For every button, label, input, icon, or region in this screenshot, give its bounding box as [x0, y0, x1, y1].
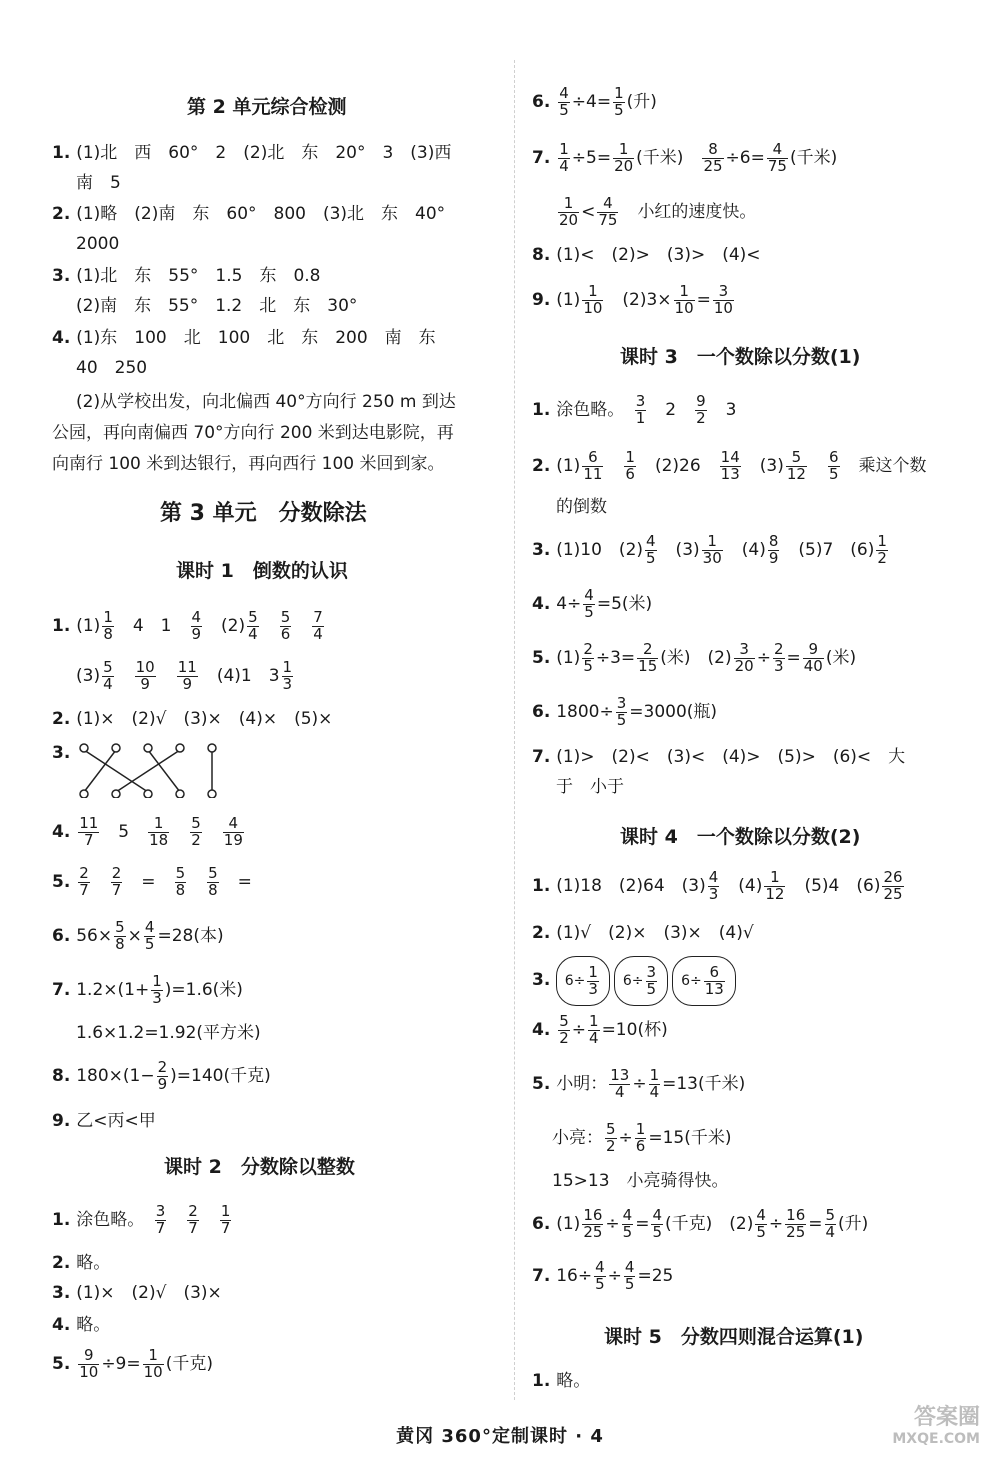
l3-q6: 6. 1800÷ $\frac{3}{5}$ =3000(瓶)	[532, 693, 718, 729]
watermark-logo: 答案圈 MXQE.COM	[892, 1405, 980, 1447]
matching-diagram	[76, 742, 226, 798]
r-q9: 9. (1) $\frac{1}{10}$ (2)3× $\frac{1}{10}$ = $\frac{3}{10}$	[532, 281, 733, 317]
l4-q2: 2. (1)√ (2)× (3)× (4)√	[532, 923, 754, 943]
oval-expr: 6÷ $\frac{3}{5}$	[614, 956, 668, 1006]
lesson2-title: 课时 2 分数除以整数	[164, 1156, 355, 1178]
unit2-q4-route2: 公园，再向南偏西 70°方向行 200 米到达电影院，再	[52, 423, 454, 443]
r-q7-cont: $\frac{1}{20}$ < $\frac{4}{75}$ 小红的速度快。	[559, 193, 757, 229]
oval-expr: 6÷ $\frac{6}{13}$	[672, 956, 736, 1006]
page-footer: 黄冈 360°定制课时 · 4	[396, 1426, 604, 1447]
oval-expr: 6÷ $\frac{1}{3}$	[556, 956, 610, 1006]
unit2-q3: 3. (1)北 东 55° 1.5 东 0.8	[52, 266, 321, 286]
l4-q5-b: 小亮： $\frac{5}{2}$ ÷ $\frac{1}{6}$ =15(千米)	[552, 1119, 732, 1155]
lesson3-title: 课时 3 一个数除以分数(1)	[620, 346, 861, 368]
l1-q1-cont: (3) $\frac{5}{4}$ $\frac{10}{9}$ $\frac{11}{9}$ (4)1 3 $\frac{1}{3}$	[76, 657, 293, 693]
lesson1-title: 课时 1 倒数的认识	[176, 560, 348, 582]
unit2-q2-cont: 2000	[76, 234, 120, 254]
l3-q2: 2. (1) $\frac{6}{11}$ $\frac{1}{6}$ (2)26 $\frac{14}{13}$ (3) $\frac{5}{12}$ $\frac{6}{5}$ 乘这个数	[532, 447, 927, 483]
l2-q4: 4. 略。	[52, 1315, 111, 1335]
l5-q1: 1. 略。	[532, 1371, 591, 1391]
l4-q1: 1. (1)18 (2)64 (3) $\frac{4}{3}$ (4) $\frac{1}{12}$ (5)4 (6) $\frac{26}{25}$	[532, 867, 903, 903]
unit2-title: 第 2 单元综合检测	[187, 96, 347, 118]
l2-q5: 5. $\frac{9}{10}$ ÷9= $\frac{1}{10}$ (千克)	[52, 1345, 213, 1381]
lesson5-title: 课时 5 分数四则混合运算(1)	[604, 1326, 864, 1348]
l1-q8: 8. 180×(1− $\frac{2}{9}$ )=140(千克)	[52, 1057, 271, 1093]
l4-q4: 4. $\frac{5}{2}$ ÷ $\frac{1}{4}$ =10(杯)	[532, 1011, 668, 1047]
unit2-q3-cont: (2)南 东 55° 1.2 北 东 30°	[76, 296, 358, 316]
l1-q7-cont: 1.6×1.2=1.92(平方米)	[76, 1023, 261, 1043]
l4-q5-c: 15>13 小亮骑得快。	[552, 1171, 729, 1191]
l3-q5: 5. (1) $\frac{2}{5}$ ÷3= $\frac{2}{15}$ (米) (2) $\frac{3}{20}$ ÷ $\frac{2}{3}$ = $\frac{9}{40}$ (米)	[532, 639, 857, 675]
unit2-q2: 2. (1)略 (2)南 东 60° 800 (3)北 东 40°	[52, 204, 446, 224]
l3-q2-cont: 的倒数	[556, 497, 607, 517]
l4-q7: 7. 16÷ $\frac{4}{5}$ ÷ $\frac{4}{5}$ =25	[532, 1257, 674, 1293]
unit2-q1-cont: 南 5	[76, 173, 121, 193]
l1-q5: 5. $\frac{2}{7}$ $\frac{2}{7}$ = $\frac{5}{8}$ $\frac{5}{8}$ =	[52, 863, 252, 899]
l1-q1: 1. (1) $\frac{1}{8}$ 4 1 $\frac{4}{9}$ (2) $\frac{5}{4}$ $\frac{5}{6}$ $\frac{7}{4}$	[52, 607, 323, 643]
l2-q3: 3. (1)× (2)√ (3)×	[52, 1283, 222, 1303]
r-q6: 6. $\frac{4}{5}$ ÷4= $\frac{1}{5}$ (升)	[532, 83, 657, 119]
unit3-title: 第 3 单元 分数除法	[160, 501, 367, 526]
l1-q4: 4. $\frac{11}{7}$ 5 $\frac{1}{18}$ $\frac{5}{2}$ $\frac{4}{19}$	[52, 813, 243, 849]
l3-q3: 3. (1)10 (2) $\frac{4}{5}$ (3) $\frac{1}{30}$ (4) $\frac{8}{9}$ (5)7 (6) $\frac{1}{2}$	[532, 531, 887, 567]
unit2-q4: 4. (1)东 100 北 100 北 东 200 南 东	[52, 328, 436, 348]
l3-q7: 7. (1)> (2)< (3)< (4)> (5)> (6)< 大	[532, 747, 906, 767]
l1-q2: 2. (1)× (2)√ (3)× (4)× (5)×	[52, 709, 333, 729]
l1-q3: 3.	[52, 740, 70, 766]
unit2-q4-cont: 40 250	[76, 358, 148, 378]
l3-q1: 1. 涂色略。 $\frac{3}{1}$ 2 $\frac{9}{2}$ 3	[532, 391, 737, 427]
unit2-q4-route3: 向南行 100 米到达银行，再向西行 100 米回到家。	[52, 454, 445, 474]
l1-q9: 9. 乙<丙<甲	[52, 1111, 156, 1131]
l2-q1: 1. 涂色略。 $\frac{3}{7}$ $\frac{2}{7}$ $\frac{1}{7}$	[52, 1201, 231, 1237]
l1-q6: 6. 56× $\frac{5}{8}$ × $\frac{4}{5}$ =28(本)	[52, 917, 224, 953]
unit2-q1: 1. (1)北 西 60° 2 (2)北 东 20° 3 (3)西	[52, 143, 452, 163]
l3-q4: 4. 4÷ $\frac{4}{5}$ =5(米)	[532, 585, 653, 621]
l2-q2: 2. 略。	[52, 1253, 111, 1273]
r-q7: 7. $\frac{1}{4}$ ÷5= $\frac{1}{20}$ (千米) $\frac{8}{25}$ ÷6= $\frac{4}{75}$ (千米)	[532, 139, 838, 175]
l4-q6: 6. (1) $\frac{16}{25}$ ÷ $\frac{4}{5}$ = $\frac{4}{5}$ (千克) (2) $\frac{4}{5}$ ÷ $\frac{16}{25}$ = $\frac{5}{4}$ (升)	[532, 1205, 869, 1241]
unit2-q4-route: (2)从学校出发，向北偏西 40°方向行 250 m 到达	[76, 392, 456, 412]
l4-q5: 5. 小明： $\frac{13}{4}$ ÷ $\frac{1}{4}$ =13(千米)	[532, 1065, 746, 1101]
column-divider	[514, 60, 515, 1400]
lesson4-title: 课时 4 一个数除以分数(2)	[620, 826, 861, 848]
r-q8: 8. (1)< (2)> (3)> (4)<	[532, 245, 761, 265]
l3-q7-cont: 于 小于	[556, 777, 624, 797]
l1-q7: 7. 1.2×(1+ $\frac{1}{3}$ )=1.6(米)	[52, 971, 243, 1007]
l4-q3: 3. 6÷ $\frac{1}{3}$ 6÷ $\frac{3}{5}$ 6÷ $\frac{6}{13}$	[532, 956, 740, 1006]
